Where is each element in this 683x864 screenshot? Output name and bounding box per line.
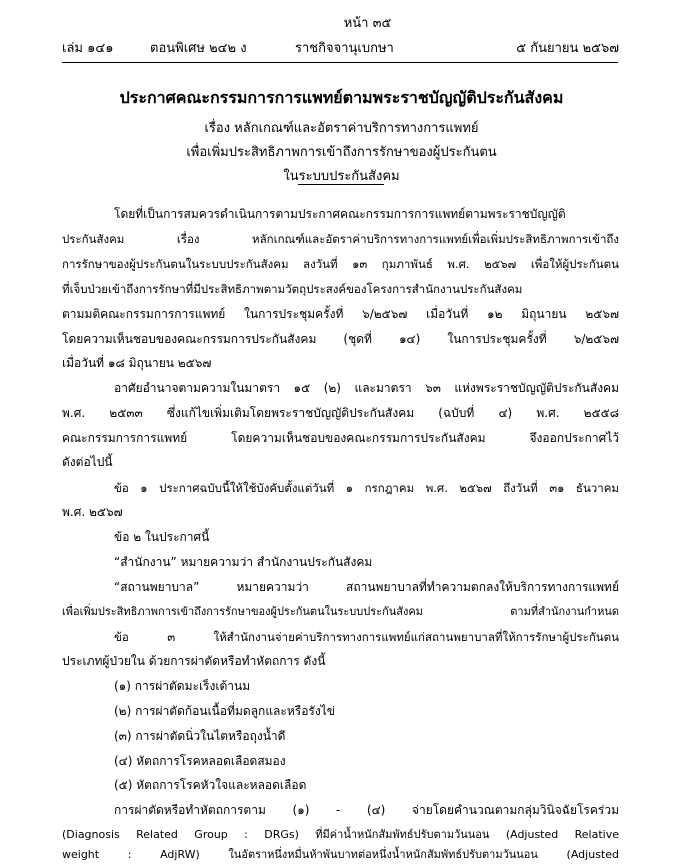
list-item: (๔) หัตถการโรคหลอดเลือดสมอง bbox=[114, 754, 286, 768]
list-item: (๒) การผ่าตัดก้อนเนื้อที่มดลูกและหรือรังไข่ bbox=[114, 704, 335, 718]
page-number: หน้า ๓๕ bbox=[343, 16, 392, 31]
clause-1: ข้อ ๑ ประกาศฉบับนี้ให้ใช้บังคับตั้งแต่วันที่ ๑ กรกฎาคม พ.ศ. ๒๕๖๗ ถึงวันที่ ๓๑ ธันวาคม bbox=[114, 481, 619, 495]
body-line: พ.ศ. ๒๕๖๗ bbox=[62, 505, 123, 519]
body-line: คณะกรรมการการแพทย์ โดยความเห็นชอบของคณะกรรมการประกันสังคม จึงออกประกาศไว้ bbox=[62, 431, 619, 445]
body-line: ประกันสังคม เรื่อง หลักเกณฑ์และอัตราค่าบริการทางการแพทย์เพื่อเพิ่มประสิทธิภาพการเข้าถึง bbox=[62, 232, 619, 246]
body-line: ประเภทผู้ป่วยใน ด้วยการผ่าตัดหรือทำหัตถการ ดังนี้ bbox=[62, 654, 326, 668]
document-title: ประกาศคณะกรรมการการแพทย์ตามพระราชบัญญัติประกันสังคม bbox=[119, 88, 564, 107]
subtitle-underline bbox=[298, 184, 384, 185]
subtitle-line: เพื่อเพิ่มประสิทธิภาพการเข้าถึงการรักษาของผู้ประกันตน bbox=[186, 145, 497, 160]
gazette-header bbox=[0, 37, 683, 57]
list-item: (๓) การผ่าตัดนิ่วในไตหรือถุงน้ำดี bbox=[114, 729, 286, 743]
header-gazette: ราชกิจจานุเบกษา bbox=[295, 41, 394, 56]
body-line: พ.ศ. ๒๕๓๓ ซึ่งแก้ไขเพิ่มเติมโดยพระราชบัญญัติประกันสังคม (ฉบับที่ ๔) พ.ศ. ๒๕๕๘ bbox=[62, 406, 619, 420]
list-item: (๑) การผ่าตัดมะเร็งเต้านม bbox=[114, 679, 251, 693]
body-line: เมื่อวันที่ ๑๘ มิถุนายน ๒๕๖๗ bbox=[62, 356, 212, 370]
body-line: อาศัยอำนาจตามความในมาตรา ๑๕ (๒) และมาตรา ๖๓ แห่งพระราชบัญญัติประกันสังคม bbox=[114, 381, 619, 395]
body-line: โดยที่เป็นการสมควรดำเนินการตามประกาศคณะกรรมการการแพทย์ตามพระราชบัญญัติ bbox=[114, 207, 566, 221]
body-line: โดยความเห็นชอบของคณะกรรมการประกันสังคม (ชุดที่ ๑๔) ในการประชุมครั้งที่ ๖/๒๕๖๗ bbox=[62, 332, 619, 346]
header-rule bbox=[62, 62, 618, 63]
body-line: เพื่อเพิ่มประสิทธิภาพการเข้าถึงการรักษาของผู้ประกันตนในระบบประกันสังคม ตามที่สำนักงานกำหนด bbox=[62, 605, 619, 618]
body-line: (Diagnosis Related Group : DRGs) ที่มีค่าน้ำหนักสัมพัทธ์ปรับตามวันนอน (Adjusted Relative bbox=[62, 828, 619, 841]
body-line: ที่เจ็บป่วยเข้าถึงการรักษาที่มีประสิทธิภาพตามวัตถุประสงค์ของโครงการสำนักงานประกันสังคม bbox=[62, 282, 523, 296]
clause-2: ข้อ ๒ ในประกาศนี้ bbox=[114, 530, 210, 544]
definition-hospital: “สถานพยาบาล” หมายความว่า สถานพยาบาลที่ทำความตกลงให้บริการทางการแพทย์ bbox=[114, 580, 619, 594]
body-line: weight : AdjRW) ในอัตราหนึ่งหมื่นห้าพันบาทต่อหนึ่งน้ำหนักสัมพัทธ์ปรับตามวันนอน (Adjusted bbox=[62, 848, 619, 861]
subtitle-line: ในระบบประกันสังคม bbox=[283, 169, 400, 184]
header-volume: เล่ม ๑๔๑ bbox=[62, 41, 114, 56]
body-line: ตามมติคณะกรรมการการแพทย์ ในการประชุมครั้งที่ ๖/๒๕๖๗ เมื่อวันที่ ๑๒ มิถุนายน ๒๕๖๗ bbox=[62, 307, 619, 321]
header-section: ตอนพิเศษ ๒๔๒ ง bbox=[150, 41, 247, 56]
body-line: การรักษาของผู้ประกันตนในระบบประกันสังคม ลงวันที่ ๑๓ กุมภาพันธ์ พ.ศ. ๒๕๖๗ เพื่อให้ผู้ประกันตน bbox=[62, 257, 619, 271]
body-line: ดังต่อไปนี้ bbox=[62, 455, 113, 469]
body-line: การผ่าตัดหรือทำหัตถการตาม (๑) - (๔) จ่ายโดยคำนวณตามกลุ่มวินิจฉัยโรคร่วม bbox=[114, 803, 619, 817]
clause-3: ข้อ ๓ ให้สำนักงานจ่ายค่าบริการทางการแพทย์แก่สถานพยาบาลที่ให้การรักษาผู้ประกันตน bbox=[114, 630, 619, 644]
header-date: ๕ กันยายน ๒๕๖๗ bbox=[516, 41, 619, 56]
list-item: (๕) หัตถการโรคหัวใจและหลอดเลือด bbox=[114, 778, 307, 792]
subtitle-line: เรื่อง หลักเกณฑ์และอัตราค่าบริการทางการแพทย์ bbox=[204, 121, 479, 136]
definition-office: “สำนักงาน” หมายความว่า สำนักงานประกันสังคม bbox=[114, 555, 373, 569]
